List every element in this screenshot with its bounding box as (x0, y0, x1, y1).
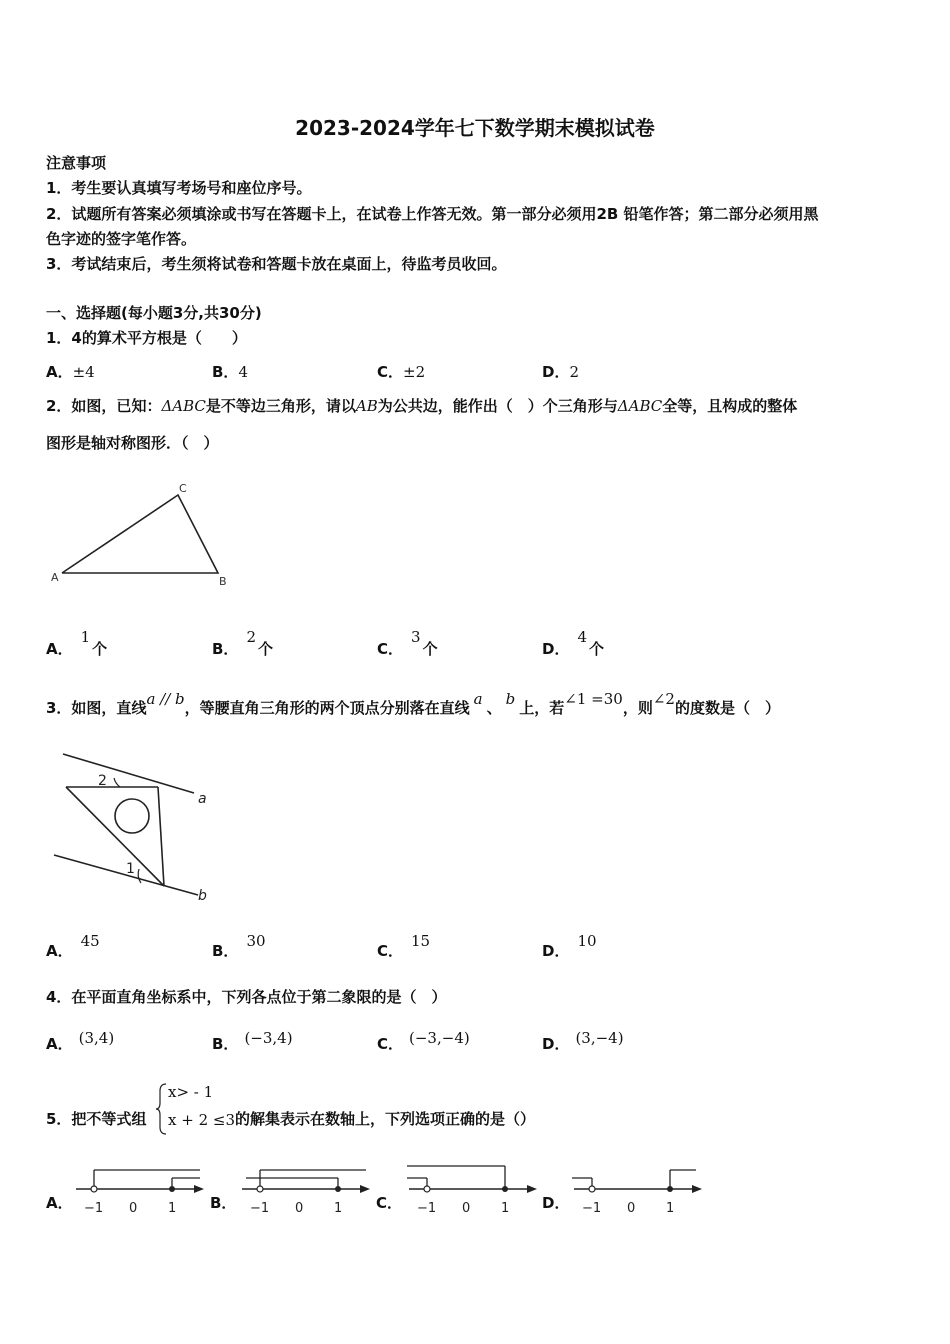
q5-option-b-label: B． (210, 1194, 237, 1212)
q2-option-a: A．1个 (46, 628, 108, 658)
parallel-lines-figure (48, 745, 218, 910)
question-3-stem: 3．如图，直线a // b，等腰直角三角形的两个顶点分别落在直线 a 、 b 上，若∠1 =30，则∠2的度数是（ ） (46, 690, 780, 717)
q1-option-a: A．±4 (46, 363, 95, 381)
page-title: 2023-2024学年七下数学期末模拟试卷 (295, 116, 655, 140)
svg-text:0: 0 (129, 1201, 138, 1216)
svg-text:1: 1 (666, 1201, 675, 1216)
q1-option-b: B．4 (212, 363, 248, 381)
q4-option-d: D． (3,−4) (542, 1029, 624, 1053)
svg-text:−1: −1 (417, 1201, 437, 1216)
notice-item: 3．考试结束后，考生须将试卷和答题卡放在桌面上，待监考员收回。 (46, 255, 507, 273)
line-a-label: a (198, 791, 207, 807)
q3-option-a: A．45 (46, 932, 100, 960)
triangle-abc-figure (40, 475, 250, 590)
q2-option-b: B．2个 (212, 628, 273, 658)
line-b-label: b (198, 888, 207, 904)
inequality-1: x> - 1 (168, 1083, 214, 1101)
svg-text:1: 1 (501, 1201, 510, 1216)
question-5-stem-part2: 的解集表示在数轴上，下列选项正确的是（） (235, 1110, 536, 1128)
inequality-2: x + 2 ≤3 (168, 1111, 235, 1129)
number-line-d (568, 1160, 708, 1220)
number-line-a (70, 1160, 210, 1220)
q5-option-a-label: A． (46, 1194, 73, 1212)
q4-option-a: A． (3,4) (46, 1029, 115, 1053)
svg-text:1: 1 (334, 1201, 343, 1216)
q3-option-b: B．30 (212, 932, 266, 960)
question-2-stem-line2: 图形是轴对称图形．（ ） (46, 434, 219, 452)
svg-text:−1: −1 (250, 1201, 270, 1216)
q5-option-d-label: D． (542, 1194, 570, 1212)
notice-item: 1．考生要认真填写考场号和座位序号。 (46, 179, 312, 197)
notice-heading: 注意事项 (46, 154, 107, 172)
number-line-b (236, 1160, 376, 1220)
q2-option-c: C．3个 (377, 628, 438, 658)
q2-option-d: D．4个 (542, 628, 605, 658)
question-2-stem: 2．如图，已知：ΔABC是不等边三角形，请以AB为公共边，能作出（ ）个三角形与ΔABC全等，且构成的整体 (46, 397, 798, 415)
angle-2-label: 2 (98, 773, 107, 789)
notice-item: 色字迹的签字笔作答。 (46, 230, 197, 248)
svg-text:0: 0 (462, 1201, 471, 1216)
q1-option-c: C．±2 (377, 363, 426, 381)
question-1-stem: 1．4的算术平方根是（ ） (46, 329, 247, 347)
svg-text:0: 0 (295, 1201, 304, 1216)
svg-text:1: 1 (168, 1201, 177, 1216)
q1-option-d: D．2 (542, 363, 579, 381)
vertex-a-label: A (51, 571, 59, 584)
question-5-stem-part1: 5．把不等式组 (46, 1110, 147, 1128)
vertex-c-label: C (179, 482, 187, 495)
q3-option-d: D．10 (542, 932, 597, 960)
vertex-b-label: B (219, 575, 227, 588)
angle-1-label: 1 (126, 861, 135, 877)
svg-text:0: 0 (627, 1201, 636, 1216)
svg-text:−1: −1 (582, 1201, 602, 1216)
q4-option-b: B． (−3,4) (212, 1029, 293, 1053)
system-brace-icon (155, 1082, 169, 1136)
q5-option-c-label: C． (376, 1194, 403, 1212)
section-heading: 一、选择题(每小题3分,共30分) (46, 304, 262, 322)
q3-option-c: C．15 (377, 932, 431, 960)
question-4-stem: 4．在平面直角坐标系中，下列各点位于第二象限的是（ ） (46, 988, 447, 1006)
notice-item: 2．试题所有答案必须填涂或书写在答题卡上，在试卷上作答无效。第一部分必须用2B 铅笔作答；第二部分必须用黑 (46, 205, 819, 223)
svg-text:−1: −1 (84, 1201, 104, 1216)
number-line-c (403, 1160, 543, 1220)
q4-option-c: C． (−3,−4) (377, 1029, 470, 1053)
